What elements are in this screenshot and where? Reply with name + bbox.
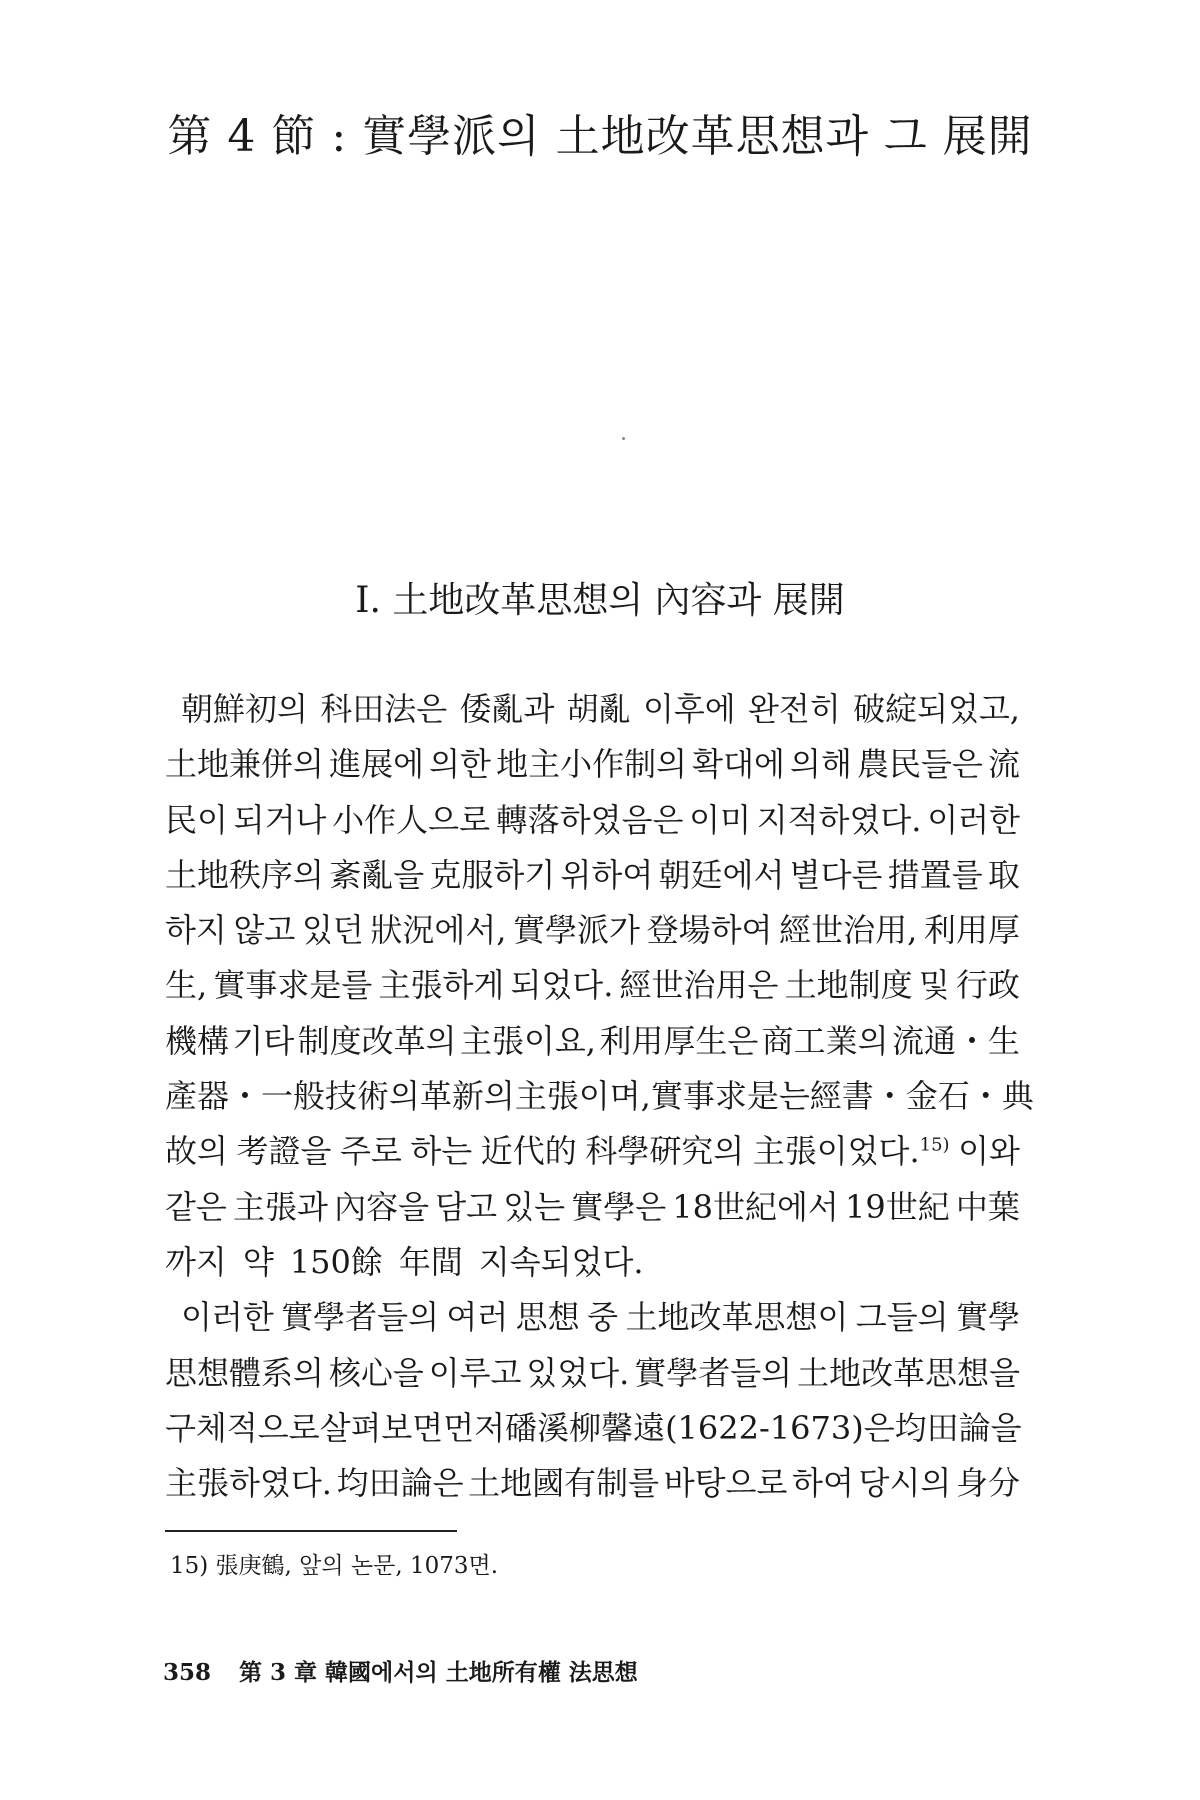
word: 身分 [955,1464,1020,1503]
word: 主張이요, [459,1021,596,1060]
word: 小作人으로 [332,800,490,839]
footnote-reference: 15) [919,1134,950,1156]
word: 있는 [503,1187,566,1226]
text-line [165,793,1020,848]
word: 科田法은 [320,690,448,728]
word: 朝鮮初의 [181,690,308,728]
chapter-title: 第 3 章 韓國에서의 土地所有權 法思想 [239,1659,638,1686]
word: 經世治用, [779,911,918,950]
word: 生, [165,966,208,1005]
word: 地主小作制의 [496,745,688,784]
text-line [165,1290,1020,1345]
word: 中葉 [955,1187,1020,1226]
word: 胡亂 [566,690,631,728]
word: 實事求是는 [650,1077,810,1116]
word: 당시의 [858,1464,952,1503]
section-title: 第 4 節 : 實學派의 土地改革思想과 그 展開 [167,111,1033,162]
word: 實學은 [571,1187,667,1226]
body-text [165,682,1034,1511]
word: 狀況에서, [370,911,507,950]
word: 19世紀 [845,1187,950,1226]
text-line [165,1124,1020,1179]
word: 取 [987,855,1020,894]
word: 機構 [165,1021,230,1060]
word: 民이 [165,800,228,839]
footnote-divider [165,1530,457,1532]
page-number: 358 [163,1659,212,1686]
word: 까지 [165,1242,227,1281]
text-line [165,1014,1020,1069]
word: 土地改革思想을 [797,1353,1020,1392]
word: 朝廷에서 [658,855,785,894]
word: 土地兼併의 [165,745,324,784]
word: 進展에 [329,745,424,784]
word: 經世治用은 [619,966,779,1005]
word: 流通・生 [891,1021,1020,1060]
word: 하지 [165,911,227,950]
word: 均田論을 [894,1408,1022,1447]
word: 考證을 [236,1132,332,1171]
word: 破綻되었고, [853,690,1020,728]
word: 이러한 [927,800,1020,839]
word: 經書・金石・典 [809,1077,1034,1116]
word: 農民들은 [857,745,983,784]
text-line [165,1180,1020,1235]
text-line [165,1346,1020,1401]
word: 土地制度 [784,966,913,1005]
text-line [165,1235,1020,1290]
word: 登場하여 [646,911,773,950]
word: 이러한 [181,1298,274,1337]
word: 措置를 [887,855,983,894]
text-line [165,1069,1034,1124]
word: 科學硏究의 [585,1132,745,1171]
word: 이후에 [642,690,736,728]
word: 流 [987,745,1020,784]
word: 紊亂을 [329,855,425,894]
text-line [165,1401,1020,1456]
word: 지적하였다. [756,800,922,839]
word: 磻溪 [505,1408,570,1447]
word: 하여 [792,1464,854,1503]
word: 하는 [410,1132,473,1171]
word: 實學派가 [513,911,640,950]
word: 이루고 [428,1353,522,1392]
word: 故의 [165,1132,228,1171]
word: 약 [242,1242,274,1281]
word: 土地國有制를 [468,1464,660,1503]
word: 여러 [446,1298,509,1337]
word: 기타 [232,1021,295,1060]
word: 實事求是를 [213,966,373,1005]
subsection-title: Ⅰ. 土地改革思想의 內容과 展開 [355,580,845,621]
word: 있었다. [526,1353,630,1392]
word: 별다른 [789,855,883,894]
word: 實學者들의 [634,1353,793,1392]
word: 위하여 [560,855,654,894]
word: 革新의 [419,1077,515,1116]
paragraph-1 [165,682,1034,1290]
word: 近代的 [480,1132,577,1171]
word: 및 [918,966,950,1005]
word: 柳馨遠(1622-1673)은 [569,1408,895,1447]
word: 土地秩序의 [165,855,324,894]
word: 年間 [398,1242,463,1281]
word: 主張하였다. [165,1464,332,1503]
word: 商工業의 [761,1021,889,1060]
word: 있던 [301,911,364,950]
word: 의해 [790,745,852,784]
word: 완전히 [748,690,841,728]
footnote-15: 15) 張庚鶴, 앞의 논문, 1073면. [170,1553,499,1579]
word: 않고 [233,911,296,950]
word: 實學 [955,1298,1020,1337]
word: 구체적으로 [165,1408,320,1447]
word: 바탕으로 [663,1464,788,1503]
word: 主張이었다.$^{15)}$ [752,1132,950,1171]
word: 利用厚 [923,911,1020,950]
scan-speck [622,437,625,440]
word: 轉落하였음은 [495,800,684,839]
text-line [165,737,1020,792]
word: 담고 [435,1187,498,1226]
word: 主張하게 [378,966,505,1005]
word: 150餘 [289,1242,383,1281]
word: 行政 [955,966,1020,1005]
word: 倭亂과 [459,690,555,728]
word: 먼저 [443,1408,506,1447]
word: 이미 [689,800,751,839]
word: 克服하기 [429,855,556,894]
word: 의한 [429,745,491,784]
paragraph-2 [165,1290,1020,1511]
text-line [165,958,1020,1013]
word: 주로 [339,1132,402,1171]
text-line [165,1456,1020,1511]
word: 內容을 [334,1187,430,1226]
word: 思想 [515,1298,580,1337]
word: 중 [587,1298,619,1337]
word: 확대에 [692,745,785,784]
text-line [165,848,1020,903]
word: 思想體系의 [165,1353,324,1392]
word: 核心을 [328,1353,424,1392]
word: 利用厚生은 [599,1021,759,1060]
word: 產器・一般技術의 [165,1077,420,1116]
word: 살펴보면 [319,1408,444,1447]
word: 그들의 [855,1298,949,1337]
text-line [165,903,1020,958]
word: 實學者들의 [281,1298,439,1337]
word: 土地改革思想이 [625,1298,849,1337]
word: 制度改革의 [297,1021,457,1060]
word: 18世紀에서 [672,1187,839,1226]
running-footer [163,1654,638,1687]
word: 같은 [165,1187,227,1226]
word: 主張과 [233,1187,328,1226]
word: 主張이며, [514,1077,651,1116]
word: 되었다. [510,966,614,1005]
word: 되거나 [233,800,327,839]
word: 均田論은 [336,1464,464,1503]
text-line [165,682,1020,737]
word: 이와 [958,1132,1020,1171]
word: 지속되었다. [478,1242,644,1281]
